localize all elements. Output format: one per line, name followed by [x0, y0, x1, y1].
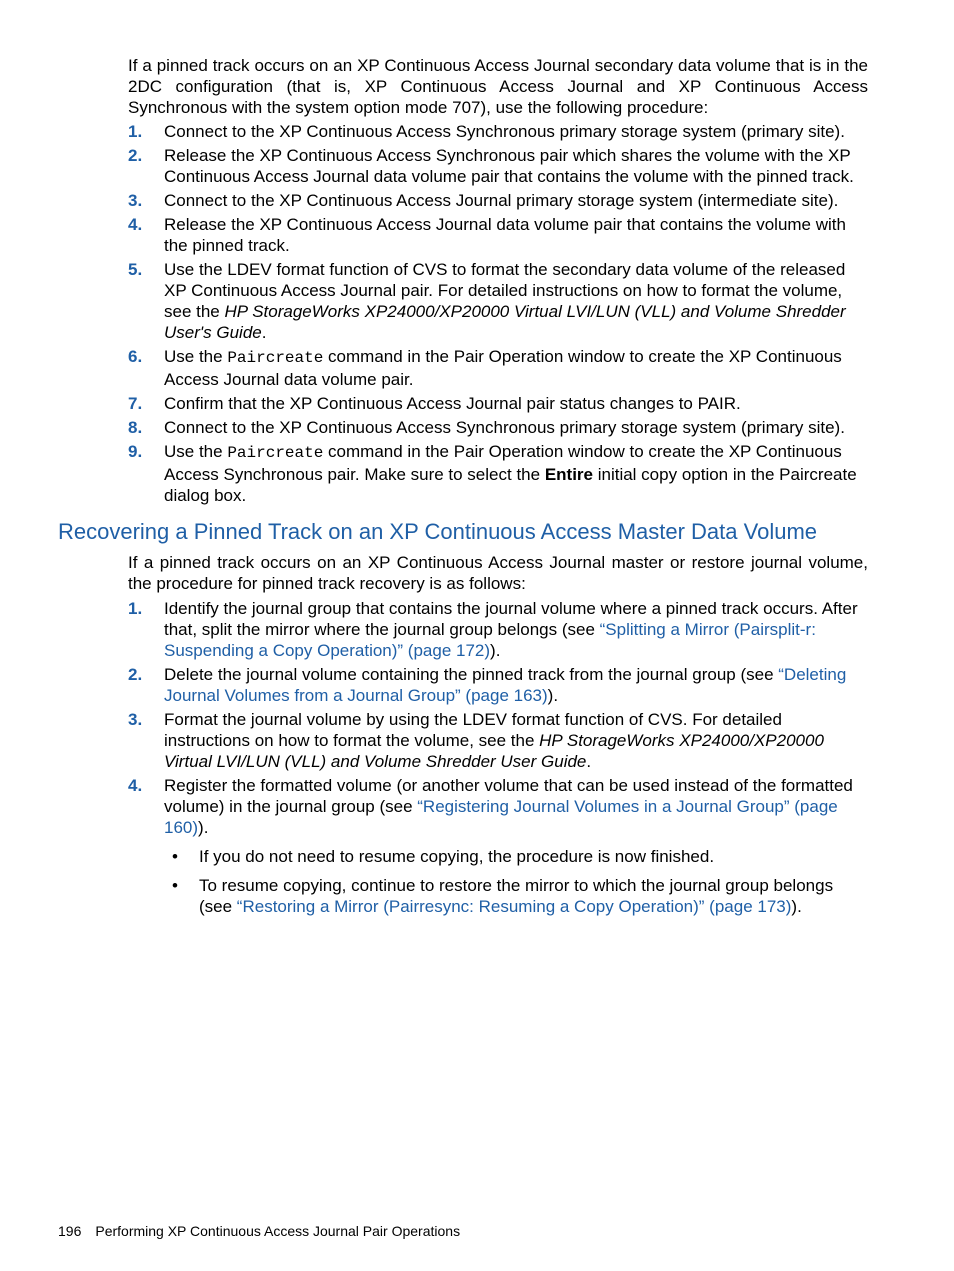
- list-item: 3. Connect to the XP Continuous Access Journal primary storage system (intermediate site).: [128, 191, 839, 210]
- bullet-item: • To resume copying, continue to restore the mirror to which the journal group belongs (see “Restoring a Mirror (Pairresync: Resuming a Copy Operation)” (page 173)).: [172, 876, 834, 916]
- list-item: 2. Release the XP Continuous Access Synchronous pair which shares the volume with the XP Continuous Access Journal data volume pair that contains the volume with the pinned track.: [128, 146, 854, 186]
- list-item: 1. Connect to the XP Continuous Access Synchronous primary storage system (primary site).: [128, 122, 845, 141]
- bullet-icon: •: [172, 847, 178, 866]
- bullet-icon: •: [172, 876, 178, 895]
- list-item: 6. Use the Paircreate command in the Pair Operation window to create the XP Continuous Access Journal data volume pair.: [128, 347, 842, 389]
- command-name: Paircreate: [227, 349, 324, 367]
- guide-title: HP StorageWorks XP24000/XP20000 Virtual LVI/LUN (VLL) and Volume Shredder User's Guide: [164, 302, 846, 342]
- page-number: 196: [58, 1223, 82, 1239]
- list-item: 9. Use the Paircreate command in the Pair Operation window to create the XP Continuous Access Synchronous pair. Make sure to select the Entire initial copy option in the Paircreate dialog box.: [128, 442, 857, 505]
- chapter-title: Performing XP Continuous Access Journal Pair Operations: [95, 1223, 461, 1239]
- cross-reference-link[interactable]: “Deleting Journal Volumes from a Journal Group” (page 163): [164, 665, 847, 705]
- list-item: 4. Release the XP Continuous Access Journal data volume pair that contains the volume with the pinned track.: [128, 215, 846, 255]
- option-name: Entire: [544, 465, 593, 484]
- bullet-item: • If you do not need to resume copying, the procedure is now finished.: [172, 847, 715, 866]
- list-item: 1. Identify the journal group that contains the journal volume where a pinned track occurs. After that, split the mirror where the journal group belongs (see “Splitting a Mirror (Pairsplit-r: Suspending a Copy Operation)” (page 172)).: [128, 599, 858, 660]
- list-item: 7. Confirm that the XP Continuous Access Journal pair status changes to PAIR.: [128, 394, 741, 413]
- section1-steps: [128, 121, 868, 509]
- bullet-list: [164, 846, 868, 917]
- guide-title: HP StorageWorks XP24000/XP20000 Virtual LVI/LUN (VLL) and Volume Shredder User Guide: [164, 731, 824, 771]
- section-heading: Recovering a Pinned Track on an XP Continuous Access Master Data Volume: [58, 519, 818, 544]
- cross-reference-link[interactable]: “Splitting a Mirror (Pairsplit-r: Suspending a Copy Operation)” (page 172): [164, 620, 816, 660]
- list-item: 4. Register the formatted volume (or another volume that can be used instead of the formatted volume) in the journal group (see “Registering Journal Volumes in a Journal Group” (page 160)). • If you do not need to resume copying, the procedure is now finished. • To resume copying, continue to restore the mirror to which the journal group belongs (see “Restoring a Mirror (Pairresync: Resuming a Copy Operation)” (page 173)).: [128, 775, 868, 917]
- command-name: Paircreate: [227, 444, 324, 462]
- section1-intro: If a pinned track occurs on an XP Continuous Access Journal secondary data volume that is in the 2DC configuration (that is, XP Continuous Access Journal and XP Continuous Access Synchronous with the system option mode 707), use the following procedure:: [128, 56, 868, 117]
- section2-intro: If a pinned track occurs on an XP Continuous Access Journal master or restore journal volume, the procedure for pinned track recovery is as follows:: [128, 553, 868, 593]
- cross-reference-link[interactable]: “Restoring a Mirror (Pairresync: Resuming a Copy Operation)” (page 173): [236, 897, 792, 916]
- section2-steps: [128, 598, 868, 925]
- page-footer: [58, 1222, 460, 1240]
- cross-reference-link[interactable]: “Registering Journal Volumes in a Journal Group” (page 160): [164, 797, 838, 837]
- list-item: 5. Use the LDEV format function of CVS to format the secondary data volume of the released XP Continuous Access Journal pair. For detailed instructions on how to format the volume, see the HP StorageWorks XP24000/XP20000 Virtual LVI/LUN (VLL) and Volume Shredder User's Guide.: [128, 260, 846, 342]
- list-item: 3. Format the journal volume by using the LDEV format function of CVS. For detailed instructions on how to format the volume, see the HP StorageWorks XP24000/XP20000 Virtual LVI/LUN (VLL) and Volume Shredder User Guide.: [128, 710, 824, 771]
- list-item: 2. Delete the journal volume containing the pinned track from the journal group (see “Deleting Journal Volumes from a Journal Group” (page 163)).: [128, 665, 847, 705]
- list-item: 8. Connect to the XP Continuous Access Synchronous primary storage system (primary site).: [128, 418, 845, 437]
